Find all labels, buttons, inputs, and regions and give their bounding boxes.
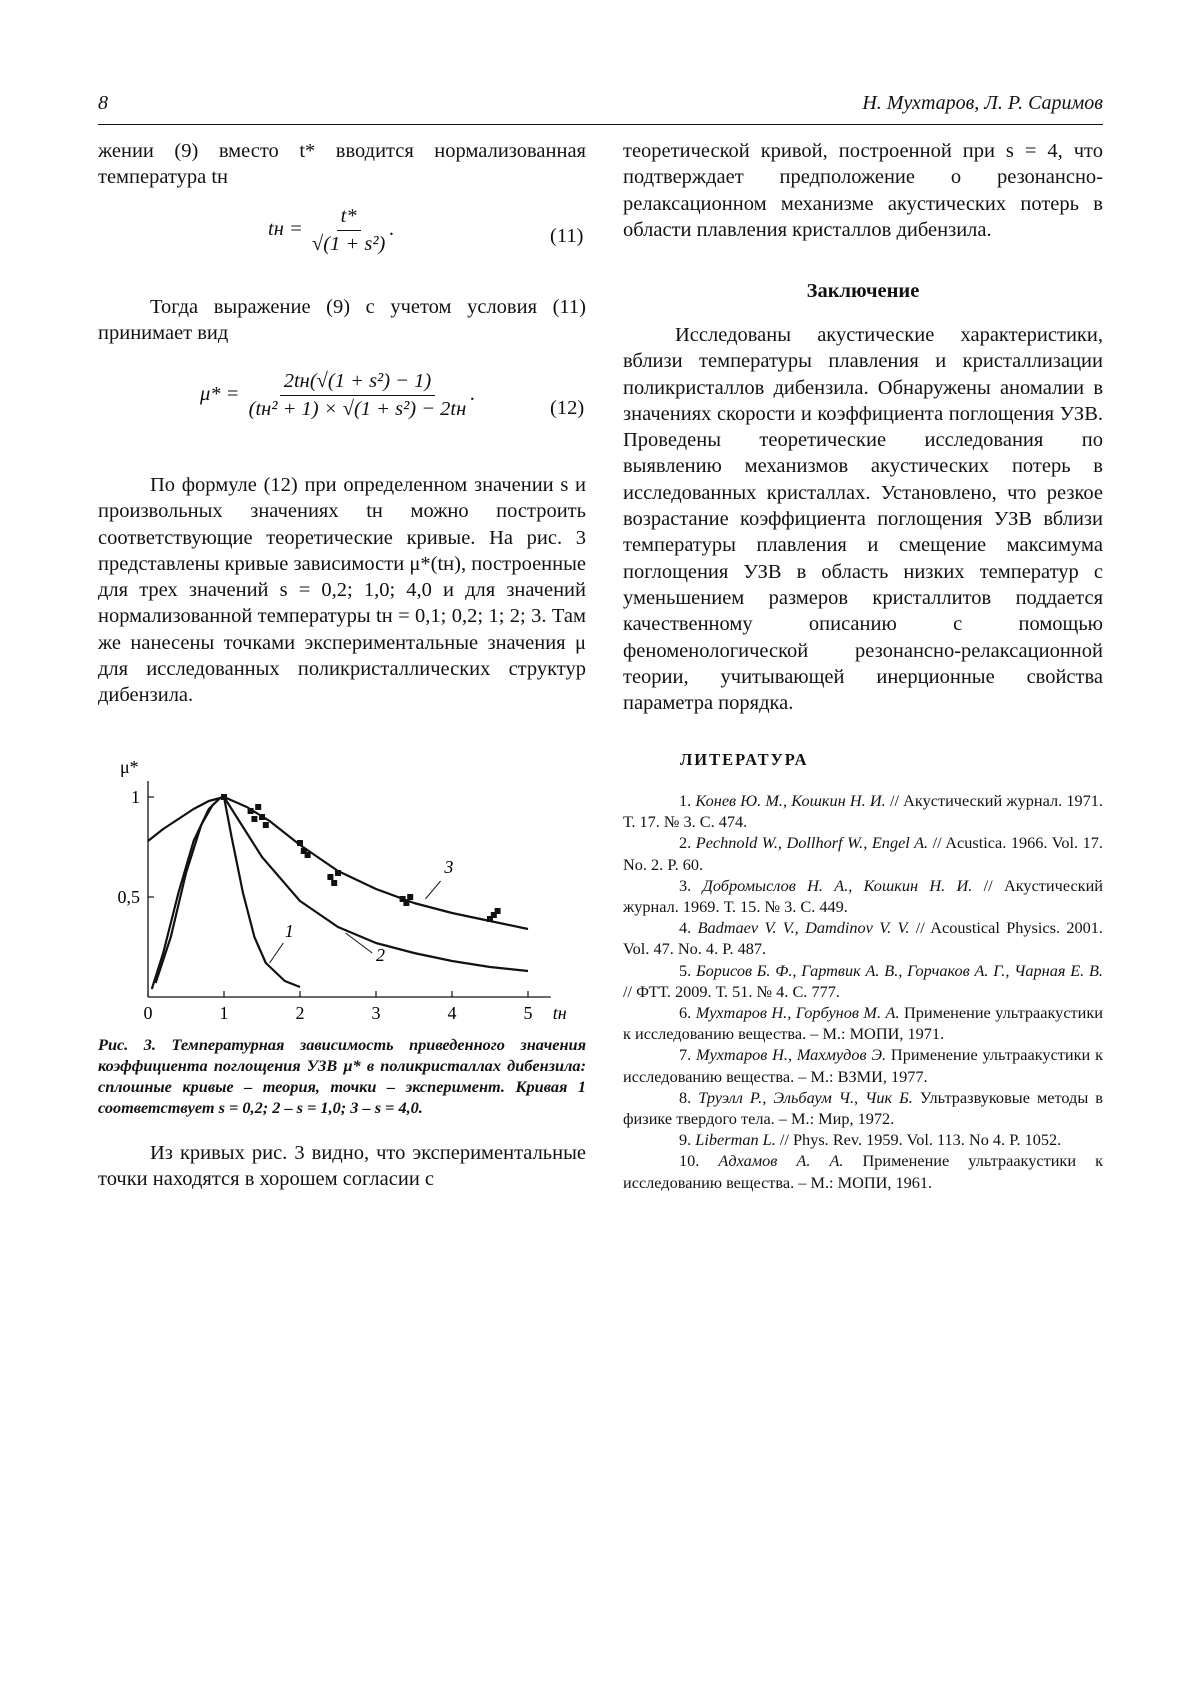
reference-authors: Badmaev V. V., Damdinov V. V. xyxy=(697,918,910,938)
experimental-point xyxy=(403,900,409,906)
reference-number: 10. xyxy=(679,1151,719,1171)
curve-label-3: 3 xyxy=(444,857,454,877)
reference-authors: Адхамов А. А. xyxy=(718,1151,844,1171)
experimental-point xyxy=(305,852,311,858)
page-number: 8 xyxy=(98,92,108,114)
experimental-point xyxy=(263,822,269,828)
reference-details: // Acustica. 1966. Vol. 17. No. 2. P. 60. xyxy=(623,833,1104,874)
experimental-point xyxy=(259,814,265,820)
reference-number: 5. xyxy=(679,960,696,980)
literature-heading: ЛИТЕРАТУРА xyxy=(680,750,809,769)
reference-item xyxy=(623,1087,1103,1129)
experimental-point xyxy=(251,816,257,822)
reference-item xyxy=(623,832,1103,874)
curve-2 xyxy=(152,797,528,989)
reference-authors: Мухтаров Н., Махмудов Э. xyxy=(696,1045,887,1065)
curve-label-2: 2 xyxy=(376,945,385,965)
conclusion-text: Исследованы акустические характеристики, вблизи температуры плавления и кристаллизации поликристаллов дибензила. Обнаружены аномалии в значениях скорости и коэффициента поглощения УЗВ. Проведены теоретические исследования по выявлению механизмов акустических потерь в исследованных кристаллах. Установлено, что резкое возрастание коэффициента поглощения УЗВ вблизи температуры плавления и смещение максимума поглощения УЗВ в область низких температур с уменьшением размеров кристаллитов поддается качественному описанию с помощью феноменологической резонансно-релаксационной теории, учитывающей инерционные свойства параметра порядка. xyxy=(623,324,1103,715)
reference-details: // ФТТ. 2009. Т. 51. № 4. С. 777. xyxy=(623,981,840,1001)
reference-authors: Борисов Б. Ф., Гартвик А. В., Горчаков А. Г., Чарная Е. В. xyxy=(695,960,1104,980)
x-tick-label: 1 xyxy=(219,1003,229,1023)
x-axis-label: tн xyxy=(552,1003,567,1023)
leader-3 xyxy=(425,881,440,899)
experimental-point xyxy=(255,804,261,810)
reference-details: Применение ультраакустики к исследованию вещества. – М.: МОПИ, 1971. xyxy=(623,1003,1103,1044)
reference-authors: Труэлл Р., Эльбаум Ч., Чик Б. xyxy=(698,1087,913,1107)
y-axis-label: μ* xyxy=(120,757,139,777)
reference-number: 3. xyxy=(679,875,703,895)
x-tick-label: 4 xyxy=(447,1003,457,1023)
reference-number: 2. xyxy=(679,833,696,853)
x-tick-label: 0 xyxy=(143,1003,153,1023)
reference-number: 8. xyxy=(679,1087,699,1107)
figure-3-caption: Рис. 3. Температурная зависимость приведенного значения коэффициента поглощения УЗВ μ* в поликристаллах дибензила: сплошные кривые – теория, точки – эксперимент. Кривая 1 соответствует s = 0,2; 2 – s = 1,0; 3 – s = 4,0. xyxy=(98,1035,586,1117)
x-tick-label: 3 xyxy=(371,1003,381,1023)
reference-number: 9. xyxy=(679,1130,696,1150)
y-tick-label: 1 xyxy=(131,787,140,807)
experimental-point xyxy=(495,908,501,914)
reference-number: 7. xyxy=(679,1045,697,1065)
reference-list xyxy=(623,790,1103,1193)
equation-11-number: (11) xyxy=(550,225,584,247)
reference-number: 1. xyxy=(679,791,696,810)
reference-authors: Конев Ю. М., Кошкин Н. И. xyxy=(695,791,886,810)
reference-details: Ультразвуковые методы в физике твердого тела. – М.: Мир, 1972. xyxy=(623,1087,1103,1129)
reference-authors: Мухтаров Н., Горбунов М. А. xyxy=(695,1003,900,1023)
reference-details: // Phys. Rev. 1959. Vol. 113. No 4. P. 1052. xyxy=(775,1130,1062,1150)
y-tick-label: 0,5 xyxy=(117,887,140,907)
figure-3-chart xyxy=(98,745,586,1027)
reference-item xyxy=(623,960,1103,1002)
equation-11: tн = $\frac{t*}{\text{√(1 + s²)}}$ . xyxy=(268,205,395,255)
left-paragraph-2: Тогда выражение (9) с учетом условия (11) принимает вид xyxy=(98,296,586,345)
reference-item xyxy=(623,875,1103,917)
left-paragraph-1: жении (9) вместо t* вводится нормализованная температура tн xyxy=(98,140,586,189)
reference-authors: Liberman L. xyxy=(695,1130,776,1150)
curve-1 xyxy=(156,797,300,987)
experimental-point xyxy=(407,894,413,900)
equation-12-number: (12) xyxy=(550,397,585,419)
equation-12: μ* = $\frac{\text{2tн(√(1 + s²) − 1)}}{\text{(tн² + 1) × √(1 + s²) − 2tн}}$ . xyxy=(200,370,476,420)
reference-item xyxy=(623,1150,1103,1192)
reference-item xyxy=(623,917,1103,959)
experimental-point xyxy=(335,870,341,876)
running-head-authors: Н. Мухтаров, Л. Р. Саримов xyxy=(862,92,1103,114)
header-rule xyxy=(98,124,1103,125)
conclusion-heading: Заключение xyxy=(806,280,920,302)
curve-label-1: 1 xyxy=(284,921,294,941)
experimental-point xyxy=(327,874,333,880)
experimental-point xyxy=(297,840,303,846)
experimental-point xyxy=(248,808,254,814)
left-paragraph-4: Из кривых рис. 3 видно, что экспериментальные точки находятся в хорошем согласии с xyxy=(98,1142,586,1191)
experimental-point xyxy=(221,794,227,800)
reference-details: // Акустический журнал. 1971. Т. 17. № 3. С. 474. xyxy=(623,791,1104,832)
experimental-point xyxy=(331,880,337,886)
right-paragraph-1: теоретической кривой, построенной при s = 4, что подтверждает предположение о резонансно-релаксационном механизме акустических потерь в области плавления кристаллов дибензила. xyxy=(623,140,1103,241)
reference-details: // Акустический журнал. 1969. Т. 15. № 3. С. 449. xyxy=(623,875,1104,917)
reference-authors: Добромыслов Н. А., Кошкин Н. И. xyxy=(702,875,973,895)
reference-item xyxy=(623,790,1103,832)
reference-details: Применение ультраакустики к исследованию вещества. – М.: ВЗМИ, 1977. xyxy=(623,1045,1103,1086)
reference-number: 6. xyxy=(679,1003,696,1023)
left-paragraph-3: По формуле (12) при определенном значении s и произвольных значениях tн можно построить соответствующие теоретические кривые. На рис. 3 представлены кривые зависимости μ*(tн), построенные для трех значений s = 0,2; 1,0; 4,0 и для значений нормализованной температуры tн = 0,1; 0,2; 1; 2; 3. Там же нанесены точками экспериментальные значения μ для исследованных поликристаллических структур дибензила. xyxy=(98,474,586,707)
reference-number: 4. xyxy=(679,918,698,938)
leader-1 xyxy=(270,943,284,963)
x-tick-label: 2 xyxy=(295,1003,305,1023)
x-tick-label: 5 xyxy=(523,1003,533,1023)
reference-details: // Acoustical Physics. 2001. Vol. 47. No. 4. P. 487. xyxy=(623,918,1104,959)
reference-item xyxy=(623,1044,1103,1086)
reference-item xyxy=(623,1002,1103,1044)
reference-authors: Pechnold W., Dollhorf W., Engel A. xyxy=(695,833,929,853)
reference-details: Применение ультраакустики к исследованию вещества. – М.: МОПИ, 1961. xyxy=(623,1151,1104,1192)
reference-item xyxy=(623,1129,1103,1150)
